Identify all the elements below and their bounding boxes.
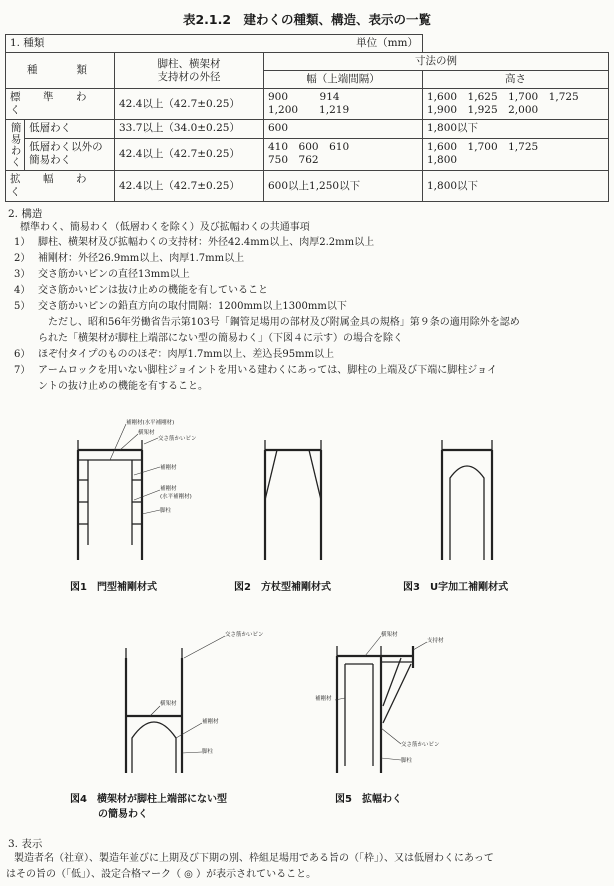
item-text: 補剛材：外径26.9mm以上、肉厚1.7mm以上 [38, 253, 245, 264]
diameter-cell: 42.4以上（42.7±0.25） [115, 89, 264, 120]
fig5-wide-frame-diagram [315, 628, 465, 778]
kind-cell: 低層わく [25, 120, 115, 139]
list-item [14, 268, 190, 281]
list-item [14, 380, 208, 393]
fig4-caption-line1: 図4 横架材が脚柱上端部にない型 [70, 794, 227, 805]
item-number: 3） [14, 269, 31, 280]
item-text: ントの抜け止めの機能を有すること。 [38, 381, 208, 392]
page-title: 表2.1.2 建わくの種類、構造、表示の一覧 [182, 12, 432, 27]
label-fig1-pin: 交さ筋かいピン [158, 436, 197, 442]
height-cell: 1,800以下 [423, 120, 609, 139]
item-text: 交さ筋かいピンの鉛直方向の取付間隔：1200mm以上1300mm以下 [38, 301, 347, 312]
item-number: 2） [14, 253, 31, 264]
list-item [14, 348, 334, 361]
label-fig1-yokokazai: 横架材 [138, 430, 155, 436]
height-value: 1,800 [427, 154, 458, 167]
label-fig4-hoko: 補剛材 [202, 719, 219, 725]
height-value: 1,600 1,700 1,725 [427, 141, 539, 154]
item-text: ただし、昭和56年労働省告示第103号「鋼管足場用の部材及び附属金具の規格」第９条の適用除外を認め [38, 317, 520, 328]
header-height: 高さ [423, 71, 609, 89]
item-number: 1） [14, 237, 31, 248]
width-value: 900 914 [268, 91, 340, 103]
section1-row [6, 35, 609, 53]
header-dims: 寸法の例 [264, 53, 609, 71]
diameter-cell: 42.4以上（42.7±0.25） [115, 138, 264, 170]
table-row [6, 138, 609, 170]
section2-heading: 2. 構造 [8, 208, 43, 220]
label-fig4-pin: 交さ筋かいピン [225, 632, 264, 638]
label-fig1-hoko: 補剛材 [160, 465, 177, 471]
height-cell [423, 138, 609, 170]
width-cell [264, 138, 423, 170]
header-row [6, 53, 609, 71]
list-item [14, 332, 403, 345]
label-fig4-leg: 脚柱 [202, 749, 214, 755]
kind-cell: 拡 幅 わ く [6, 171, 115, 202]
list-item [14, 236, 374, 249]
list-item [14, 252, 244, 265]
section3-line2: はその旨の（「低」）、設定合格マーク（ ◎ ）が表示されていること。 [6, 869, 317, 880]
width-value: 1,200 1,219 [268, 104, 350, 116]
label-fig1-leg: 脚柱 [160, 508, 172, 514]
list-item [14, 284, 268, 297]
label-fig5-pin: 交さ筋かいピン [401, 742, 440, 748]
table-row [6, 171, 609, 202]
kind-cell: 低層わく以外の簡易わく [25, 138, 115, 170]
width-value: 410 600 610 [268, 141, 350, 154]
item-text: アームロックを用いない脚柱ジョイントを用いる建わくにあっては、脚柱の上端及び下端に脚柱ジョイ [38, 365, 497, 376]
label-fig1-hoko-horizontal: 補剛材(水平補剛材) [126, 420, 175, 426]
label-fig1-horizontal: (水平補剛材) [160, 494, 192, 500]
label-fig5-hoko: 補剛材 [315, 696, 332, 702]
table-row [6, 120, 609, 139]
section3-heading: 3. 表示 [8, 838, 43, 850]
item-number: 4） [14, 285, 31, 296]
item-number: 7） [14, 365, 31, 376]
section3-line1: 製造者名（社章）、製造年並びに上期及び下期の別、枠組足場用である旨の（「枠」）、又は低層わくにあって [14, 853, 494, 864]
item-number: 6） [14, 349, 31, 360]
header-kind: 種 類 [6, 53, 115, 89]
section1-heading: 1. 種類 [10, 37, 45, 49]
fig3-caption: 図3 U字加工補剛材式 [403, 582, 509, 593]
width-cell: 600以上1,250以下 [264, 171, 423, 202]
header-width: 幅（上端間隔） [264, 71, 423, 89]
list-item [14, 300, 347, 313]
label-fig5-support: 支持材 [427, 638, 444, 644]
list-item [14, 316, 520, 329]
fig4-caption [70, 790, 227, 820]
fig5-caption: 図5 拡幅わく [335, 794, 402, 805]
diameter-cell: 33.7以上（34.0±0.25） [115, 120, 264, 139]
table-row [6, 89, 609, 120]
section2-intro: 標準わく、簡易わく（低層わくを除く）及び拡幅わくの共通事項 [20, 222, 310, 233]
fig4-simple-frame-diagram [110, 628, 264, 778]
fig1-caption: 図1 門型補剛材式 [70, 582, 157, 593]
label-fig4-yokokazai: 横架材 [160, 701, 177, 707]
width-cell: 600 [264, 120, 423, 139]
item-text: 脚柱、横架材及び拡幅わくの支持材：外径42.4mm以上、肉厚2.2mm以上 [38, 237, 375, 248]
group-label: 簡易わく [6, 120, 25, 171]
height-value: 1,600 1,625 1,700 1,725 [427, 91, 579, 103]
item-text: られた「横架材が脚柱上端部にない型の簡易わく」（下図４に示す）の場合を除く [38, 333, 403, 344]
header-diameter-line2: 支持材の外径 [157, 70, 221, 83]
fig2-caption: 図2 方杖型補剛材式 [234, 582, 331, 593]
item-number: 5） [14, 301, 31, 312]
unit-label: 単位（mm） [356, 37, 418, 49]
diameter-cell: 42.4以上（42.7±0.25） [115, 171, 264, 202]
item-text: 交さ筋かいピンは抜け止めの機能を有していること [38, 285, 268, 296]
fig2-brace-frame-diagram [255, 438, 335, 570]
height-cell: 1,800以下 [423, 171, 609, 202]
height-value: 1,900 1,925 2,000 [427, 104, 539, 116]
frame-types-table [5, 34, 609, 202]
label-fig5-leg: 脚柱 [401, 758, 413, 764]
label-fig5-yokokazai: 横架材 [381, 632, 398, 638]
fig3-u-frame-diagram [432, 438, 512, 570]
fig4-caption-line2: の簡易わく [98, 809, 148, 820]
kind-cell: 標 準 わ く [6, 89, 115, 120]
width-cell [264, 89, 423, 120]
width-value: 750 762 [268, 154, 319, 167]
item-text: 交さ筋かいピンの直径13mm以上 [38, 269, 190, 280]
header-diameter-line1: 脚柱、横架材 [157, 57, 221, 70]
label-fig1-hoko2: 補剛材 [160, 486, 177, 492]
height-cell [423, 89, 609, 120]
item-text: ほぞ付タイプのもののほぞ：肉厚1.7mm以上、差込長95mm以上 [38, 349, 335, 360]
header-diameter [115, 53, 264, 89]
list-item [14, 364, 497, 377]
fig1-portal-frame-diagram [60, 420, 197, 570]
